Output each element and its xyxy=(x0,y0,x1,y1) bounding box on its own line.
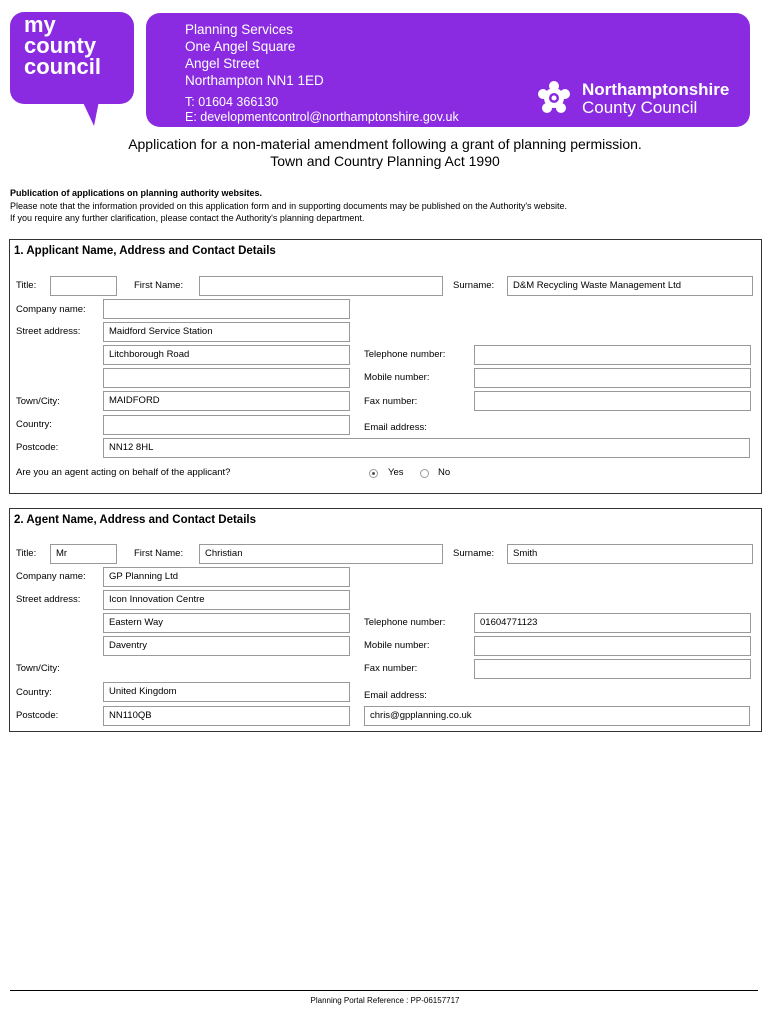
applicant-first-name-label: First Name: xyxy=(134,280,184,291)
form-subtitle: Town and Country Planning Act 1990 xyxy=(270,153,500,169)
applicant-mobile-field[interactable] xyxy=(474,368,751,388)
agent-street-3-field[interactable]: Daventry xyxy=(103,636,350,656)
applicant-postcode-field[interactable]: NN12 8HL xyxy=(103,438,750,458)
agent-fax-label: Fax number: xyxy=(364,663,418,674)
phone-line: T: 01604 366130 xyxy=(185,95,279,109)
agent-mobile-field[interactable] xyxy=(474,636,751,656)
rose-crest-icon xyxy=(536,80,572,116)
agent-company-label: Company name: xyxy=(16,571,86,582)
council-logo-tail xyxy=(80,96,100,126)
footer-divider xyxy=(10,990,758,991)
agent-email-label: Email address: xyxy=(364,690,427,701)
agent-first-name-field[interactable]: Christian xyxy=(199,544,443,564)
portal-reference: Planning Portal Reference : PP-06157717 xyxy=(310,996,460,1005)
applicant-country-label: Country: xyxy=(16,419,52,430)
applicant-town-label: Town/City: xyxy=(16,396,60,407)
publication-contact: If you require any further clarification, please contact the Authority's planning department. xyxy=(10,213,365,223)
agent-question-label: Are you an agent acting on behalf of the applicant? xyxy=(16,467,231,478)
applicant-surname-field[interactable]: D&M Recycling Waste Management Ltd xyxy=(507,276,753,296)
applicant-town-field[interactable]: MAIDFORD xyxy=(103,391,350,411)
applicant-email-label: Email address: xyxy=(364,422,427,433)
publication-heading: Publication of applications on planning authority websites. xyxy=(10,188,263,198)
agent-surname-field[interactable]: Smith xyxy=(507,544,753,564)
applicant-company-field[interactable] xyxy=(103,299,350,319)
publication-note: Please note that the information provided on this application form and in supporting documents may be published on the Authority's website. xyxy=(10,201,568,211)
agent-surname-label: Surname: xyxy=(453,548,495,559)
agent-postcode-field[interactable]: NN110QB xyxy=(103,706,350,726)
agent-telephone-field[interactable]: 01604771123 xyxy=(474,613,751,633)
agent-heading: 2. Agent Name, Address and Contact Details xyxy=(14,514,256,526)
agent-street-1-field[interactable]: Icon Innovation Centre xyxy=(103,590,350,610)
address-line-3: Angel Street xyxy=(185,56,260,71)
agent-mobile-label: Mobile number: xyxy=(364,640,430,651)
form-title: Application for a non-material amendment following a grant of planning permission. xyxy=(128,136,642,152)
agent-title-label: Title: xyxy=(16,548,37,559)
applicant-heading: 1. Applicant Name, Address and Contact Details xyxy=(14,245,276,257)
applicant-title-label: Title: xyxy=(16,280,37,291)
applicant-title-field[interactable] xyxy=(50,276,117,296)
agent-postcode-label: Postcode: xyxy=(16,710,59,721)
logo-line-1: my xyxy=(24,12,56,37)
logo-line-2: county xyxy=(24,33,97,58)
logo-line-3: council xyxy=(24,54,102,79)
agent-street-label: Street address: xyxy=(16,594,81,605)
agent-company-field[interactable]: GP Planning Ltd xyxy=(103,567,350,587)
applicant-fax-label: Fax number: xyxy=(364,396,418,407)
applicant-mobile-label: Mobile number: xyxy=(364,372,430,383)
agent-telephone-label: Telephone number: xyxy=(364,617,446,628)
agent-yes-label: Yes xyxy=(388,467,404,478)
applicant-telephone-label: Telephone number: xyxy=(364,349,446,360)
address-line-4: Northampton NN1 1ED xyxy=(185,73,324,88)
agent-no-radio[interactable] xyxy=(420,469,429,478)
agent-country-label: Country: xyxy=(16,687,52,698)
applicant-company-label: Company name: xyxy=(16,304,86,315)
address-line-2: One Angel Square xyxy=(185,39,296,54)
agent-email-field[interactable]: chris@gpplanning.co.uk xyxy=(364,706,750,726)
agent-first-name-label: First Name: xyxy=(134,548,184,559)
applicant-street-3-field[interactable] xyxy=(103,368,350,388)
email-line: E: developmentcontrol@northamptonshire.gov.uk xyxy=(185,110,459,124)
applicant-street-1-field[interactable]: Maidford Service Station xyxy=(103,322,350,342)
agent-no-label: No xyxy=(438,467,451,478)
applicant-postcode-label: Postcode: xyxy=(16,442,59,453)
agent-street-2-field[interactable]: Eastern Way xyxy=(103,613,350,633)
applicant-first-name-field[interactable] xyxy=(199,276,443,296)
applicant-street-2-field[interactable]: Litchborough Road xyxy=(103,345,350,365)
agent-yes-radio[interactable] xyxy=(369,469,378,478)
applicant-street-label: Street address: xyxy=(16,326,81,337)
agent-fax-field[interactable] xyxy=(474,659,751,679)
applicant-fax-field[interactable] xyxy=(474,391,751,411)
council-logo-text xyxy=(24,14,101,77)
applicant-telephone-field[interactable] xyxy=(474,345,751,365)
agent-title-field[interactable]: Mr xyxy=(50,544,117,564)
agent-town-label: Town/City: xyxy=(16,663,60,674)
org-name-line-2: County Council xyxy=(582,98,698,117)
org-name-line-1: Northamptonshire xyxy=(582,80,730,99)
agent-country-field[interactable]: United Kingdom xyxy=(103,682,350,702)
applicant-country-field[interactable] xyxy=(103,415,350,435)
applicant-surname-label: Surname: xyxy=(453,280,495,291)
address-line-1: Planning Services xyxy=(185,22,294,37)
